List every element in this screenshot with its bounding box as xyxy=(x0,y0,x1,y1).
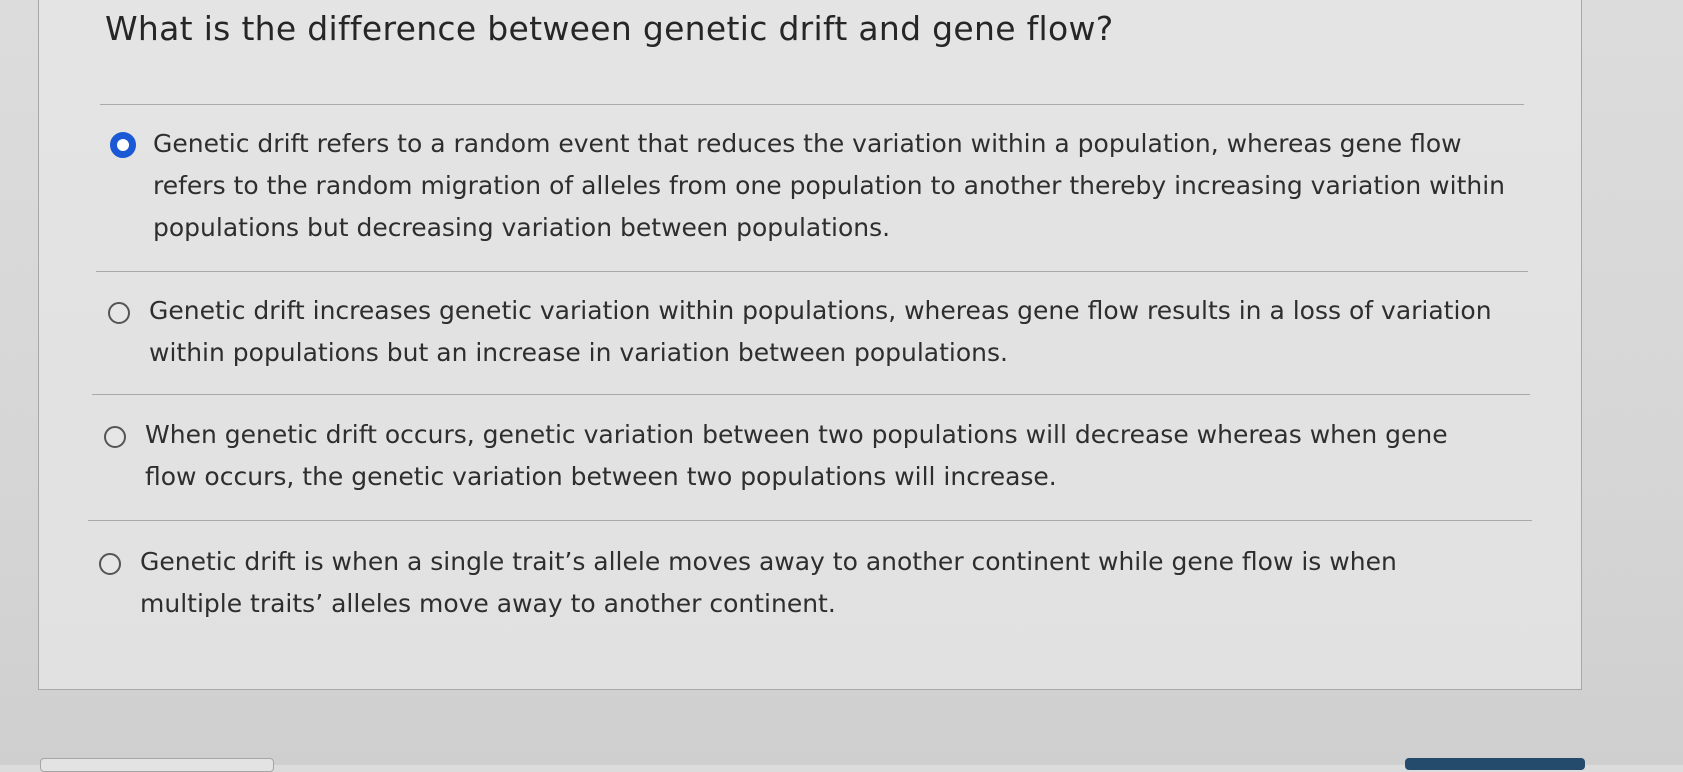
answer-option-text: When genetic drift occurs, genetic variation between two populations will decrease whereas when gene flow occurs, the genetic variation between two populations will increase. xyxy=(145,420,1448,491)
divider-1 xyxy=(96,271,1528,272)
footer-button-right[interactable] xyxy=(1405,758,1585,770)
footer-button-left[interactable] xyxy=(40,758,274,772)
divider-2 xyxy=(92,394,1530,395)
divider-3 xyxy=(88,520,1532,521)
divider-top xyxy=(100,104,1524,105)
question-title: What is the difference between genetic drift and gene flow? xyxy=(105,9,1114,48)
radio-empty-icon[interactable] xyxy=(99,553,121,575)
radio-empty-icon[interactable] xyxy=(104,426,126,448)
answer-option-text: Genetic drift is when a single trait’s allele moves away to another continent while gene flow is when multiple traits’ alleles move away to another continent. xyxy=(140,547,1397,618)
answer-option-text: Genetic drift refers to a random event that reduces the variation within a population, whereas gene flow refers to the random migration of alleles from one population to another thereby increasing variation within populations but decreasing variation between populations. xyxy=(153,129,1506,242)
answer-option-text: Genetic drift increases genetic variation within populations, whereas gene flow results in a loss of variation within populations but an increase in variation between populations. xyxy=(149,296,1492,367)
radio-empty-icon[interactable] xyxy=(108,302,130,324)
radio-selected-icon[interactable] xyxy=(110,132,136,158)
